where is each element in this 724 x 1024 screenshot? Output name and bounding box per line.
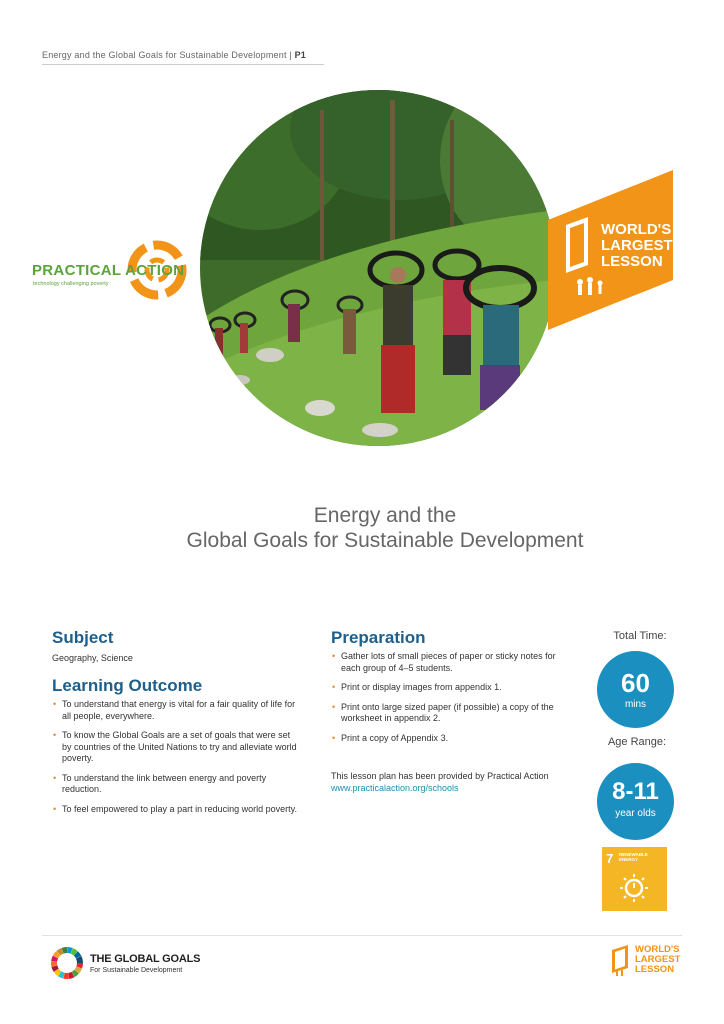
footer-divider — [42, 935, 682, 936]
age-range-label: Age Range: — [607, 736, 667, 748]
page-number: P1 — [294, 50, 307, 60]
wll-footer-book-icon — [610, 944, 632, 976]
learning-outcome-item: • To feel empowered to play a part in reducing world poverty. — [52, 804, 297, 816]
learning-outcome-list — [52, 699, 297, 823]
header-separator: | — [289, 50, 292, 60]
provided-by-note — [331, 771, 561, 794]
age-range-value: 8-11 — [612, 778, 659, 805]
global-goals-title: THE GLOBAL GOALS — [90, 953, 201, 965]
wll-banner-line-3: LESSON — [601, 253, 663, 270]
global-goals-wheel-icon — [50, 946, 84, 980]
learning-outcome-heading: Learning Outcome — [52, 676, 203, 695]
practical-action-schools-link[interactable]: www.practicalaction.org/schools — [331, 782, 459, 793]
preparation-item: • Gather lots of small pieces of paper or sticky notes for each group of 4–5 students. — [331, 651, 571, 674]
global-goals-subtitle: For Sustainable Development — [90, 967, 183, 974]
hero-photo — [200, 90, 556, 446]
provided-by-text: This lesson plan has been provided by Practical Action — [331, 771, 549, 781]
preparation-item: • Print onto large sized paper (if possible) a copy of the worksheet in appendix 2. — [331, 702, 571, 725]
wll-footer-line-2: LARGEST — [635, 954, 681, 965]
subject-heading: Subject — [52, 628, 114, 647]
learning-outcome-item: • To know the Global Goals are a set of goals that were set by countries of the United Nations to try and alleviate world poverty. — [52, 730, 297, 765]
hero-photo-illustration — [200, 90, 556, 446]
document-title-line-2: Global Goals for Sustainable Development — [186, 529, 584, 552]
preparation-list — [331, 651, 571, 752]
wll-banner-line-2: LARGEST — [601, 237, 673, 254]
wll-footer-line-3: LESSON — [635, 964, 675, 975]
wll-banner-line-1: WORLD'S — [601, 221, 672, 238]
header-divider — [42, 64, 324, 65]
total-time-value: 60 — [621, 668, 650, 698]
wll-footer-line-1: WORLD'S — [635, 944, 680, 955]
age-range-unit: year olds — [615, 808, 656, 819]
subject-text: Geography, Science — [52, 653, 133, 663]
learning-outcome-item: • To understand the link between energy and poverty reduction. — [52, 773, 297, 796]
preparation-item: • Print or display images from appendix 1. — [331, 682, 571, 694]
page-header — [42, 50, 306, 60]
learning-outcome-item: • To understand that energy is vital for a fair quality of life for all people, everywhere. — [52, 699, 297, 722]
preparation-heading: Preparation — [331, 628, 426, 647]
sdg-number: 7 — [606, 851, 614, 866]
preparation-item: • Print a copy of Appendix 3. — [331, 733, 571, 745]
total-time-unit: mins — [624, 699, 647, 710]
sdg-label: RENEWABLE ENERGY — [619, 852, 648, 862]
document-title-line-1: Energy and the — [313, 504, 457, 527]
practical-action-tagline: technology challenging poverty — [33, 281, 109, 287]
total-time-label: Total Time: — [613, 630, 667, 642]
header-title: Energy and the Global Goals for Sustainable Development — [42, 50, 287, 60]
practical-action-name: PRACTICAL ACTION — [32, 262, 185, 279]
